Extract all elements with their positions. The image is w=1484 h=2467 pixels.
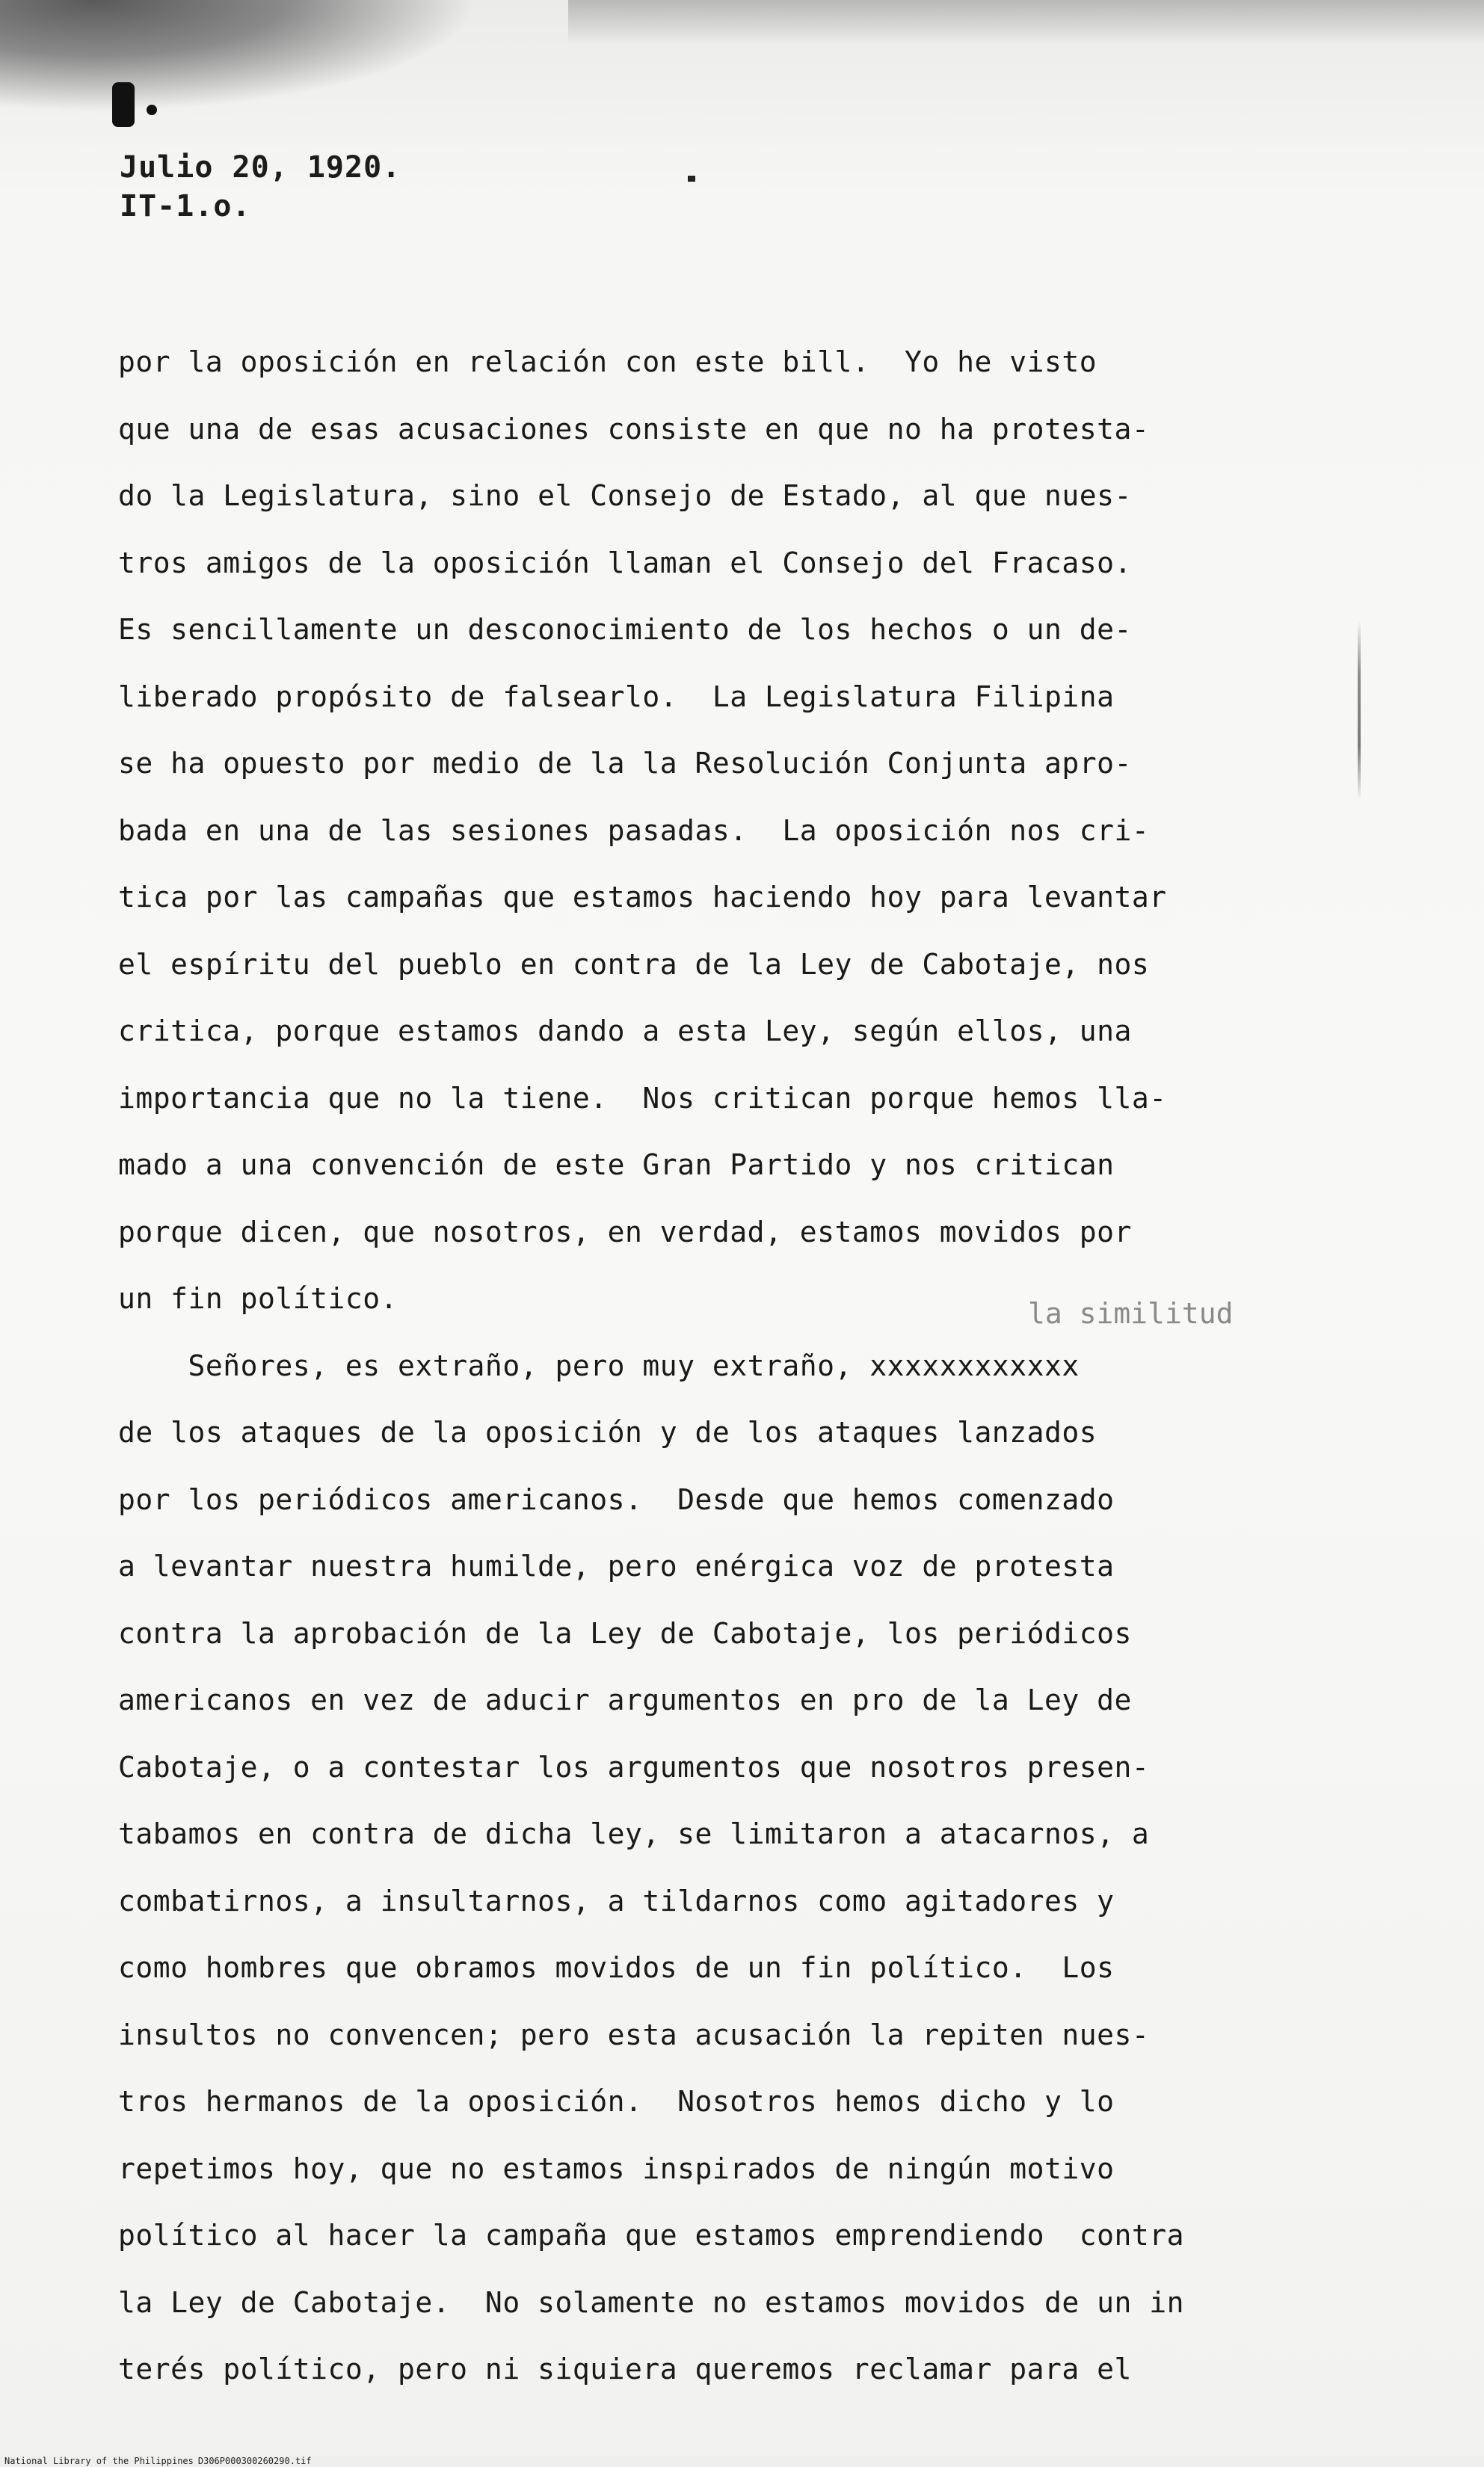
stray-mark	[688, 176, 695, 182]
text-line: un fin político.	[118, 1282, 398, 1315]
document-body	[118, 329, 1374, 2403]
text-line: tabamos en contra de dicha ley, se limitaron a atacarnos, a	[118, 1817, 1150, 1850]
text-line: a levantar nuestra humilde, pero enérgica voz de protesta	[118, 1550, 1115, 1583]
text-line: contra la aprobación de la Ley de Cabotaje, los periódicos	[118, 1616, 1132, 1650]
text-line: liberado propósito de falsearlo. La Legislatura Filipina	[118, 680, 1115, 713]
text-line: Cabotaje, o a contestar los argumentos que nosotros presen-	[118, 1750, 1150, 1784]
document-reference: IT-1.o.	[120, 189, 251, 224]
text-line: Señores, es extraño, pero muy extraño, xxxxxxxxxxxx	[118, 1349, 1080, 1382]
text-line: se ha opuesto por medio de la la Resolución Conjunta apro-	[118, 747, 1132, 780]
text-line: bada en una de las sesiones pasadas. La oposición nos cri-	[118, 813, 1150, 847]
text-line: insultos no convencen; pero esta acusación la repiten nues-	[118, 2018, 1150, 2051]
text-line: mado a una convención de este Gran Partido y nos critican	[118, 1148, 1115, 1181]
text-line: la Ley de Cabotaje. No solamente no estamos movidos de un in	[118, 2285, 1185, 2319]
text-line: importancia que no la tiene. Nos critican porque hemos lla-	[118, 1081, 1167, 1115]
scan-footer	[0, 2456, 1484, 2467]
text-line: tros hermanos de la oposición. Nosotros hemos dicho y lo	[118, 2085, 1115, 2118]
handwritten-insertion: la similitud	[1028, 1297, 1234, 1330]
text-line: tica por las campañas que estamos haciendo hoy para levantar	[118, 881, 1167, 914]
scan-filename: D306P000300260290.tif	[197, 2456, 312, 2466]
text-line: do la Legislatura, sino el Consejo de Estado, al que nues-	[118, 479, 1132, 512]
text-line: combatirnos, a insultarnos, a tildarnos como agitadores y	[118, 1884, 1115, 1918]
ink-dot	[147, 105, 157, 115]
text-line: por la oposición en relación con este bill. Yo he visto	[118, 345, 1097, 378]
text-line: por los periódicos americanos. Desde que hemos comenzado	[118, 1482, 1115, 1516]
text-line: critica, porque estamos dando a esta Ley, según ellos, una	[118, 1014, 1132, 1047]
text-line: tros amigos de la oposición llaman el Consejo del Fracaso.	[118, 546, 1132, 579]
text-line: de los ataques de la oposición y de los ataques lanzados	[118, 1416, 1097, 1449]
document-header	[120, 148, 401, 226]
text-line: americanos en vez de aducir argumentos en pro de la Ley de	[118, 1684, 1132, 1716]
text-line: porque dicen, que nosotros, en verdad, estamos movidos por	[118, 1215, 1132, 1248]
ink-blot	[112, 82, 135, 127]
text-line: que una de esas acusaciones consiste en que no ha protesta-	[118, 412, 1150, 446]
text-line: político al hacer la campaña que estamos emprendiendo contra	[118, 2219, 1185, 2252]
document-date: Julio 20, 1920.	[120, 150, 401, 185]
text-line: Es sencillamente un desconocimiento de los hechos o un de-	[118, 613, 1132, 646]
text-line: el espíritu del pueblo en contra de la Ley de Cabotaje, nos	[118, 947, 1150, 981]
torn-page-edge	[0, 0, 478, 112]
margin-line-mark	[1358, 620, 1361, 800]
page-edge-shadow	[568, 0, 1484, 45]
text-line: repetimos hoy, que no estamos inspirados de ningún motivo	[118, 2152, 1115, 2185]
text-line: como hombres que obramos movidos de un fin político. Los	[118, 1951, 1115, 1984]
text-line: terés político, pero ni siquiera queremos reclamar para el	[118, 2353, 1132, 2386]
library-name: National Library of the Philippines	[4, 2456, 194, 2466]
